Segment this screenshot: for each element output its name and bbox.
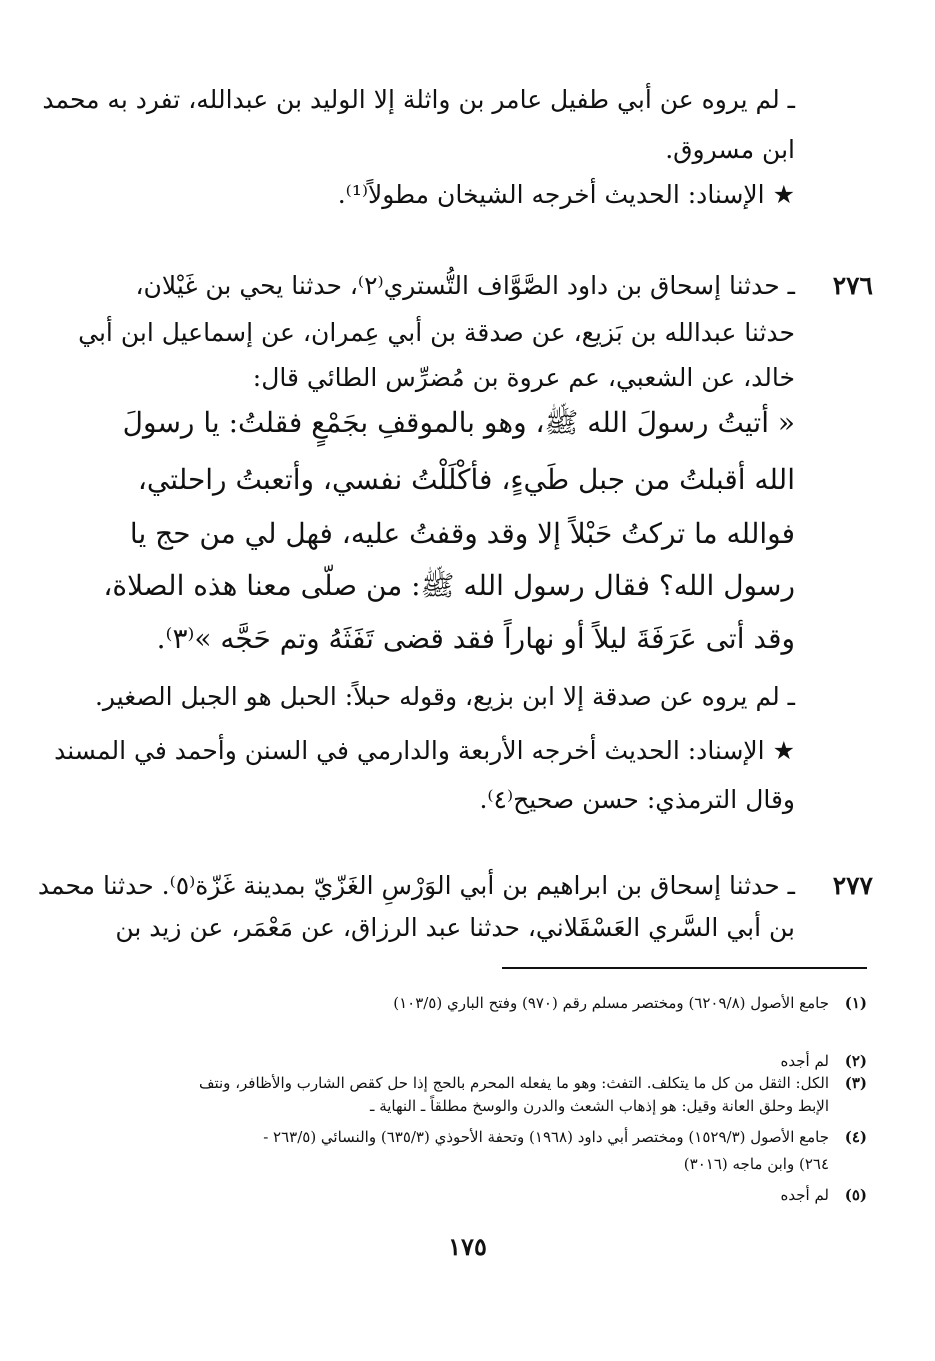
text-line: ـ حدثنا إسحاق بن ابراهيم بن أبي الوَرْسِ الغَزّيّ بمدينة غَزّة⁽٥⁾. حدثنا محمد: [37, 871, 795, 900]
footnote: [393, 992, 867, 1014]
text-line: ـ حدثنا إسحاق بن داود الصَّوَّاف التُّستري⁽٢⁾، حدثنا يحي بن غَيْلان،: [135, 271, 795, 300]
footnote-continuation: الإبط وحلق العانة وقيل: هو إذهاب الشعث والدرن والوسخ مطلقاً ـ النهاية ـ: [370, 1097, 829, 1115]
footnote-text: لم أجده: [780, 1052, 829, 1070]
footnote-number: (١): [844, 994, 867, 1012]
footnote-text: جامع الأصول (١٥٢٩/٣) ومختصر أبي داود (١٩٦٨) وتحفة الأحوذي (٦٣٥/٣) والنسائي (٢٦٣/٥ -: [263, 1128, 829, 1146]
hadith-text-line: وقد أتى عَرَفَةَ ليلاً أو نهاراً فقد قضى تَفَثَهُ وتم حَجَّه »⁽٣⁾.: [156, 622, 795, 655]
text-line: ابن مسروق.: [665, 135, 795, 164]
isnad-note: ★ الإسناد: الحديث أخرجه الأربعة والدارمي في السنن وأحمد في المسند: [54, 736, 795, 765]
page-number: ١٧٥: [448, 1232, 487, 1261]
hadith-text-line: « أتيتُ رسولَ الله ﷺ، وهو بالموقفِ بجَمْعٍ فقلتُ: يا رسولَ: [122, 406, 795, 439]
text-line: بن أبي السَّري العَسْقَلاني، حدثنا عبد الرزاق، عن مَعْمَر، عن زيد بن: [115, 913, 795, 942]
footnote-text: جامع الأصول (٦٢٠٩/٨) ومختصر مسلم رقم (٩٧٠) وفتح الباري (١٠٣/٥): [393, 994, 829, 1012]
footnote-text: لم أجده: [780, 1186, 829, 1204]
text-line: وقال الترمذي: حسن صحيح⁽٤⁾.: [479, 785, 795, 814]
isnad-note: ★ الإسناد: الحديث أخرجه الشيخان مطولاً⁽¹⁾.: [337, 180, 795, 209]
hadith-text-line: فوالله ما تركتُ حَبْلاً إلا وقد وقفتُ عليه، فهل لي من حج يا: [129, 517, 795, 550]
text-line: ـ لم يروه عن أبي طفيل عامر بن واثلة إلا الوليد بن عبدالله، تفرد به محمد: [42, 85, 795, 114]
footnote-continuation: ٢٦٤) وابن ماجه (٣٠١٦): [683, 1155, 829, 1173]
hadith-number: ٢٧٧: [832, 871, 873, 900]
footnote-separator: [502, 967, 867, 969]
footnote-text: الكل: الثقل من كل ما يتكلف. التفث: وهو ما يفعله المحرم بالحج إذا حل كقص الشارب والأظافر، ونتف: [198, 1074, 829, 1092]
footnote-number: (٢): [844, 1052, 867, 1070]
footnote: [199, 1072, 867, 1094]
footnote: [781, 1184, 868, 1206]
footnote: [781, 1050, 868, 1072]
footnote-number: (٣): [844, 1074, 867, 1092]
hadith-text-line: رسول الله؟ فقال رسول الله ﷺ: من صلّى معنا هذه الصلاة،: [103, 569, 795, 602]
text-line: حدثنا عبدالله بن بَزيع، عن صدقة بن أبي عِمران، عن إسماعيل ابن أبي: [78, 318, 795, 347]
footnote-number: (٤): [844, 1128, 867, 1146]
footnote: [263, 1126, 867, 1148]
text-line: ـ لم يروه عن صدقة إلا ابن بزيع، وقوله حبلاً: الحبل هو الجبل الصغير.: [94, 682, 795, 711]
hadith-text-line: الله أقبلتُ من جبل طَيءٍ، فأكْلَلْتُ نفسي، وأتعبتُ راحلتي،: [137, 463, 795, 496]
text-line: خالد، عن الشعبي، عم عروة بن مُضرِّس الطائي قال:: [252, 363, 795, 392]
footnote-number: (٥): [844, 1186, 867, 1204]
hadith-number: ٢٧٦: [832, 271, 873, 300]
